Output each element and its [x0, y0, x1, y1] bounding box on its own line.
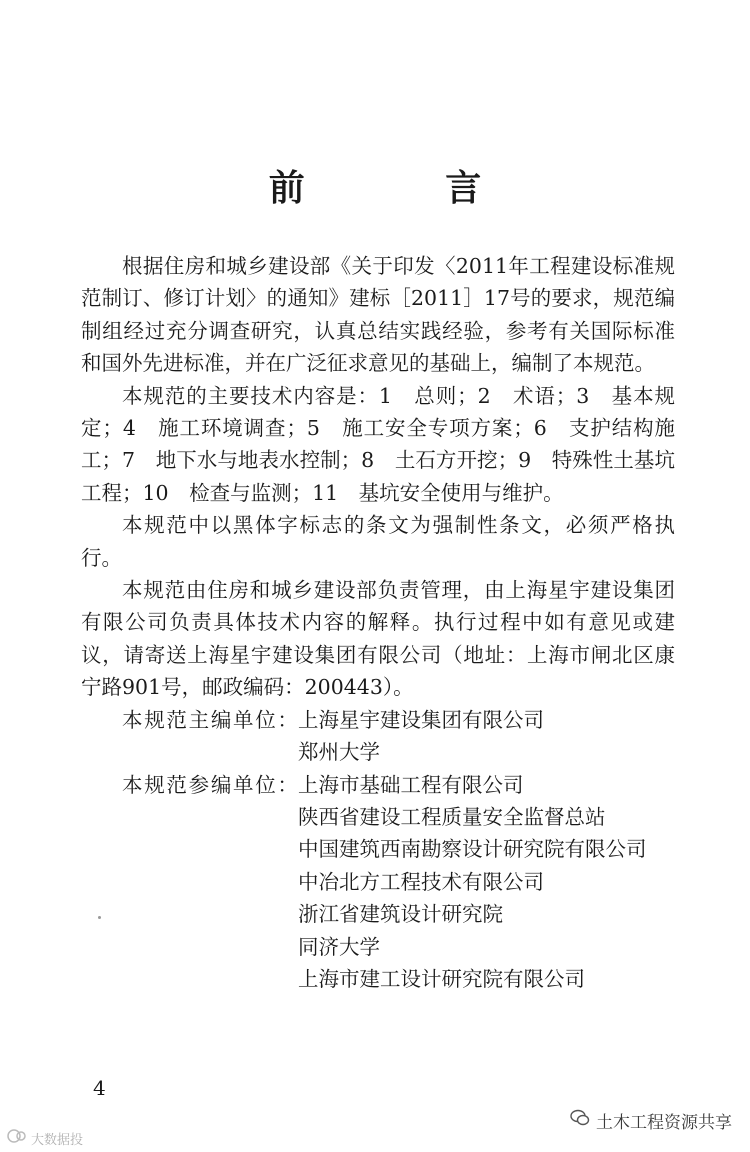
watermark-left-text: 大数据投 — [31, 1132, 84, 1148]
label-char: 本 — [122, 772, 143, 797]
participating-units-list — [298, 769, 675, 996]
label-char: 编 — [210, 707, 232, 732]
wechat-watermark — [570, 1108, 732, 1133]
label-char: 单 — [233, 772, 254, 797]
label-char: ： — [277, 707, 298, 732]
participating-units-label — [81, 769, 298, 996]
page-title: 前 言 — [268, 167, 546, 209]
page-number: 4 — [93, 1076, 106, 1100]
wechat-icon — [570, 1109, 590, 1132]
scan-speck — [98, 916, 101, 919]
label-char: 位 — [255, 707, 276, 732]
label-char: 本 — [122, 707, 143, 732]
paragraph-4: 本规范由住房和城乡建设部负责管理，由上海星宇建设集团有限公司负责具体技术内容的解释。执行过程中如有意见或建议，请寄送上海星宇建设集团有限公司（地址：上海市闸北区康宁路901号，邮政编码：200443）。 — [81, 578, 675, 700]
source-watermark — [6, 1128, 83, 1148]
chief-unit: 上海星宇建设集团有限公司 — [298, 707, 544, 732]
label-char: 单 — [233, 707, 254, 732]
chief-units-list — [298, 704, 675, 769]
label-char: 规 — [144, 707, 165, 732]
chief-units-label — [81, 704, 298, 769]
chief-units-block — [81, 704, 675, 769]
participating-unit: 陕西省建设工程质量安全监督总站 — [298, 804, 606, 829]
participating-unit: 上海市建工设计研究院有限公司 — [298, 966, 585, 991]
paragraph-1: 根据住房和城乡建设部《关于印发〈2011年工程建设标准规范制订、修订计划〉的通知》建标［2011］17号的要求，规范编制组经过充分调查研究，认真总结实践经验，参考有关国际标准和国外先进标准，并在广泛征求意见的基础上，编制了本规范。 — [81, 254, 675, 376]
label-char: 编 — [210, 772, 232, 797]
label-char: 范 — [166, 772, 187, 797]
paragraph-3: 本规范中以黑体字标志的条文为强制性条文，必须严格执行。 — [81, 513, 675, 570]
participating-unit: 上海市基础工程有限公司 — [298, 772, 524, 797]
participating-unit: 中国建筑西南勘察设计研究院有限公司 — [298, 837, 647, 862]
label-char: 主 — [188, 707, 210, 732]
participating-unit: 中冶北方工程技术有限公司 — [298, 869, 544, 894]
participating-unit: 浙江省建筑设计研究院 — [298, 902, 503, 927]
preface-body — [81, 250, 675, 995]
label-char: ： — [277, 772, 298, 797]
participating-units-block — [81, 769, 675, 996]
label-char: 位 — [255, 772, 276, 797]
source-logo-icon — [6, 1128, 28, 1148]
label-char: 规 — [144, 772, 165, 797]
label-char: 参 — [188, 772, 210, 797]
participating-unit: 同济大学 — [298, 934, 380, 959]
watermark-right-text: 土木工程资源共享 — [596, 1113, 732, 1133]
chief-unit: 郑州大学 — [298, 740, 380, 765]
paragraph-2: 本规范的主要技术内容是：1 总则；2 术语；3 基本规定；4 施工环境调查；5 施工安全专项方案；6 支护结构施工；7 地下水与地表水控制；8 土石方开挖；9 特殊性土基坑工程；10 检查与监测；11 基坑安全使用与维护。 — [81, 383, 675, 505]
label-char: 范 — [166, 707, 187, 732]
